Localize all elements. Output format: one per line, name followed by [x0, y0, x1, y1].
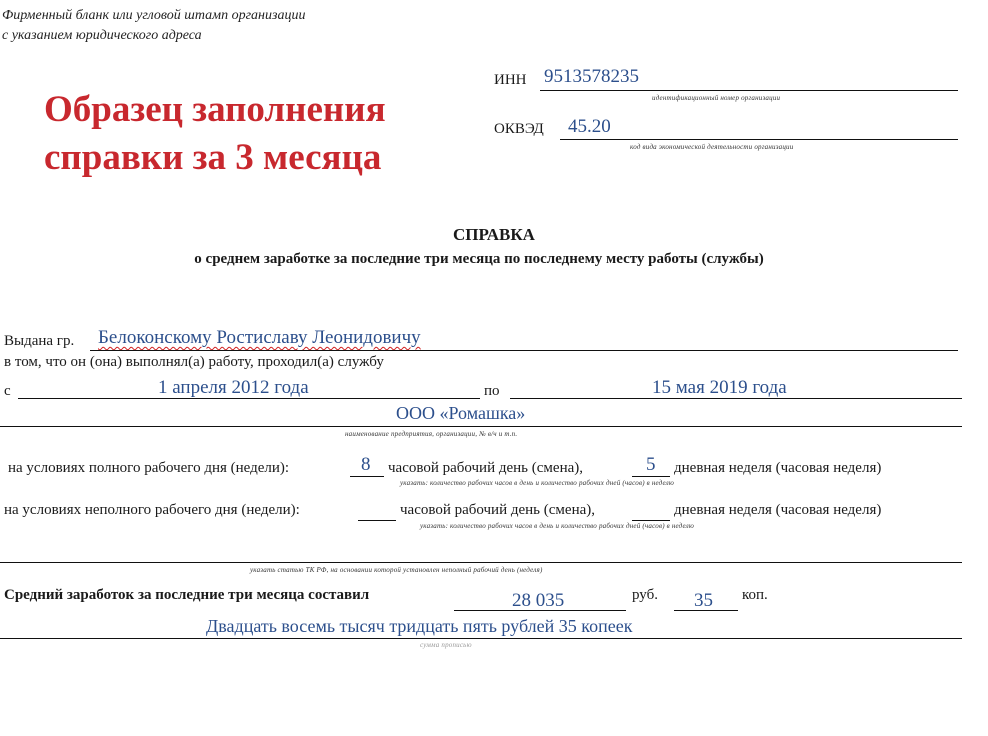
- inn-caption: идентификационный номер организации: [652, 94, 781, 102]
- work-line-text: в том, что он (она) выполнял(а) работу, проходил(а) службу: [4, 354, 384, 370]
- full-time-days: 5: [646, 454, 656, 475]
- salary-rub-line: [454, 610, 626, 611]
- salary-kop-label: коп.: [742, 587, 768, 603]
- salary-words-line: [0, 638, 962, 639]
- sample-title-line1: Образец заполнения: [44, 89, 386, 130]
- full-time-days-line: [632, 476, 670, 477]
- okved-label: ОКВЭД: [494, 121, 544, 137]
- document-subtitle: о среднем заработке за последние три месяца по последнему месту работы (службы): [194, 251, 764, 267]
- corner-stamp-line2: с указанием юридического адреса: [2, 28, 202, 43]
- law-line: [0, 562, 962, 563]
- salary-kop-line: [674, 610, 738, 611]
- part-time-days-line: [632, 520, 670, 521]
- part-time-hours-line: [358, 520, 396, 521]
- part-time-hours-label: часовой рабочий день (смена),: [400, 502, 596, 518]
- period-from-label: с: [4, 383, 11, 399]
- period-to-label: по: [484, 383, 500, 399]
- salary-kop-value: 35: [694, 590, 713, 611]
- okved-line: [560, 139, 958, 140]
- okved-value: 45.20: [568, 116, 611, 137]
- document-title: СПРАВКА: [453, 225, 535, 244]
- issued-label: Выдана гр.: [4, 333, 75, 349]
- salary-rub-label: руб.: [632, 587, 658, 603]
- inn-line: [540, 90, 958, 91]
- law-caption: указать статью ТК РФ, на основании которой установлен неполный рабочий день (неделя): [250, 566, 543, 574]
- full-time-days-label: дневная неделя (часовая неделя): [674, 460, 882, 476]
- sample-title-line2: справки за 3 месяца: [44, 137, 382, 178]
- issued-line: [90, 350, 958, 351]
- full-time-hours: 8: [361, 454, 371, 475]
- full-time-hours-line: [350, 476, 384, 477]
- salary-in-words: Двадцать восемь тысяч тридцать пять рублей 35 копеек: [206, 616, 633, 636]
- full-time-label: на условиях полного рабочего дня (недели):: [8, 460, 290, 476]
- part-time-days-label: дневная неделя (часовая неделя): [674, 502, 882, 518]
- organization-line: [0, 426, 962, 427]
- salary-words-caption: сумма прописью: [420, 641, 472, 649]
- period-to-value: 15 мая 2019 года: [652, 377, 787, 398]
- inn-label: ИНН: [494, 72, 527, 88]
- period-from-value: 1 апреля 2012 года: [158, 377, 309, 398]
- issued-name: Белоконскому Ростиславу Леонидовичу: [98, 327, 421, 348]
- full-time-caption: указать: количество рабочих часов в день и количество рабочих дней (часов) в неделю: [400, 479, 675, 487]
- corner-stamp-line1: Фирменный бланк или угловой штамп организации: [2, 8, 306, 23]
- part-time-caption: указать: количество рабочих часов в день и количество рабочих дней (часов) в неделю: [420, 522, 695, 530]
- salary-rub-value: 28 035: [512, 590, 565, 611]
- organization-caption: наименование предприятия, организации, № в/ч и т.п.: [345, 430, 518, 438]
- part-time-label: на условиях неполного рабочего дня (недели):: [4, 502, 300, 518]
- inn-value: 9513578235: [544, 66, 639, 87]
- organization-value: ООО «Ромашка»: [396, 403, 526, 423]
- okved-caption: код вида экономической деятельности организации: [630, 143, 794, 151]
- salary-label: Средний заработок за последние три месяца составил: [4, 587, 370, 603]
- full-time-hours-label: часовой рабочий день (смена),: [388, 460, 584, 476]
